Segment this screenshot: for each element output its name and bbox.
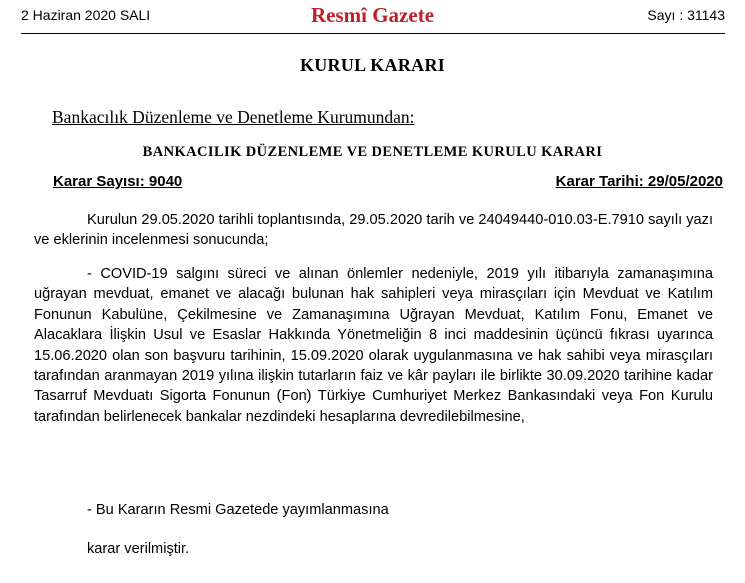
decision-date: Karar Tarihi: 29/05/2020: [555, 173, 723, 190]
header-date: 2 Haziran 2020 SALI: [21, 7, 151, 23]
header-rule: [21, 33, 725, 34]
body-paragraph-2: - COVID-19 salgını süreci ve alınan önlemler nedeniyle, 2019 yılı itibarıyla zamanaşımına uğrayan mevduat, emanet ve alacağı bulunan hak sahipleri veya mirasçıları için Mevduat ve Katılım Fonunun Kabulüne, Çekilmesine ve Zamanaşımına Uğrayan Mevduat, Katılım Fonu, Emanet ve Alacaklara İlişkin Usul ve Esaslar Hakkında Yönetmeliğin 8 inci maddesinin üçüncü fıkrası uyarınca 15.06.2020 olan son başvuru tarihinin, 15.09.2020 olarak uygulanmasına ve hak sahibi veya mirasçıları tarafından aranmayan 2019 yılına ilişkin tutarların faiz ve kâr payları ile birlikte 30.09.2020 tarihine kadar Tasarruf Mevduatı Sigorta Fonunun (Fon) Türkiye Cumhuriyet Merkez Bankasındaki veya Fon Kurulu tarafından belirlenecek bankalar nezdindeki hesaplarına devredilebilmesine,: [34, 266, 713, 425]
issue-number: Sayı : 31143: [647, 7, 725, 23]
body-paragraph-1: Kurulun 29.05.2020 tarihli toplantısında, 29.05.2020 tarih ve 24049440-010.03-E.7910 sayılı yazı ve eklerinin incelenmesi sonucunda;: [34, 212, 713, 249]
publication-title: Resmî Gazete: [310, 3, 435, 27]
decision-number: Karar Sayısı: 9040: [53, 173, 183, 190]
closing-line: karar verilmiştir.: [87, 541, 190, 557]
decision-title: BANKACILIK DÜZENLEME VE DENETLEME KURULU KARARI: [142, 144, 603, 160]
issuer-line: Bankacılık Düzenleme ve Denetleme Kurumundan:: [52, 107, 415, 127]
section-title: KURUL KARARI: [299, 55, 446, 75]
body-paragraph-3: - Bu Kararın Resmi Gazetede yayımlanmasına: [87, 502, 389, 518]
